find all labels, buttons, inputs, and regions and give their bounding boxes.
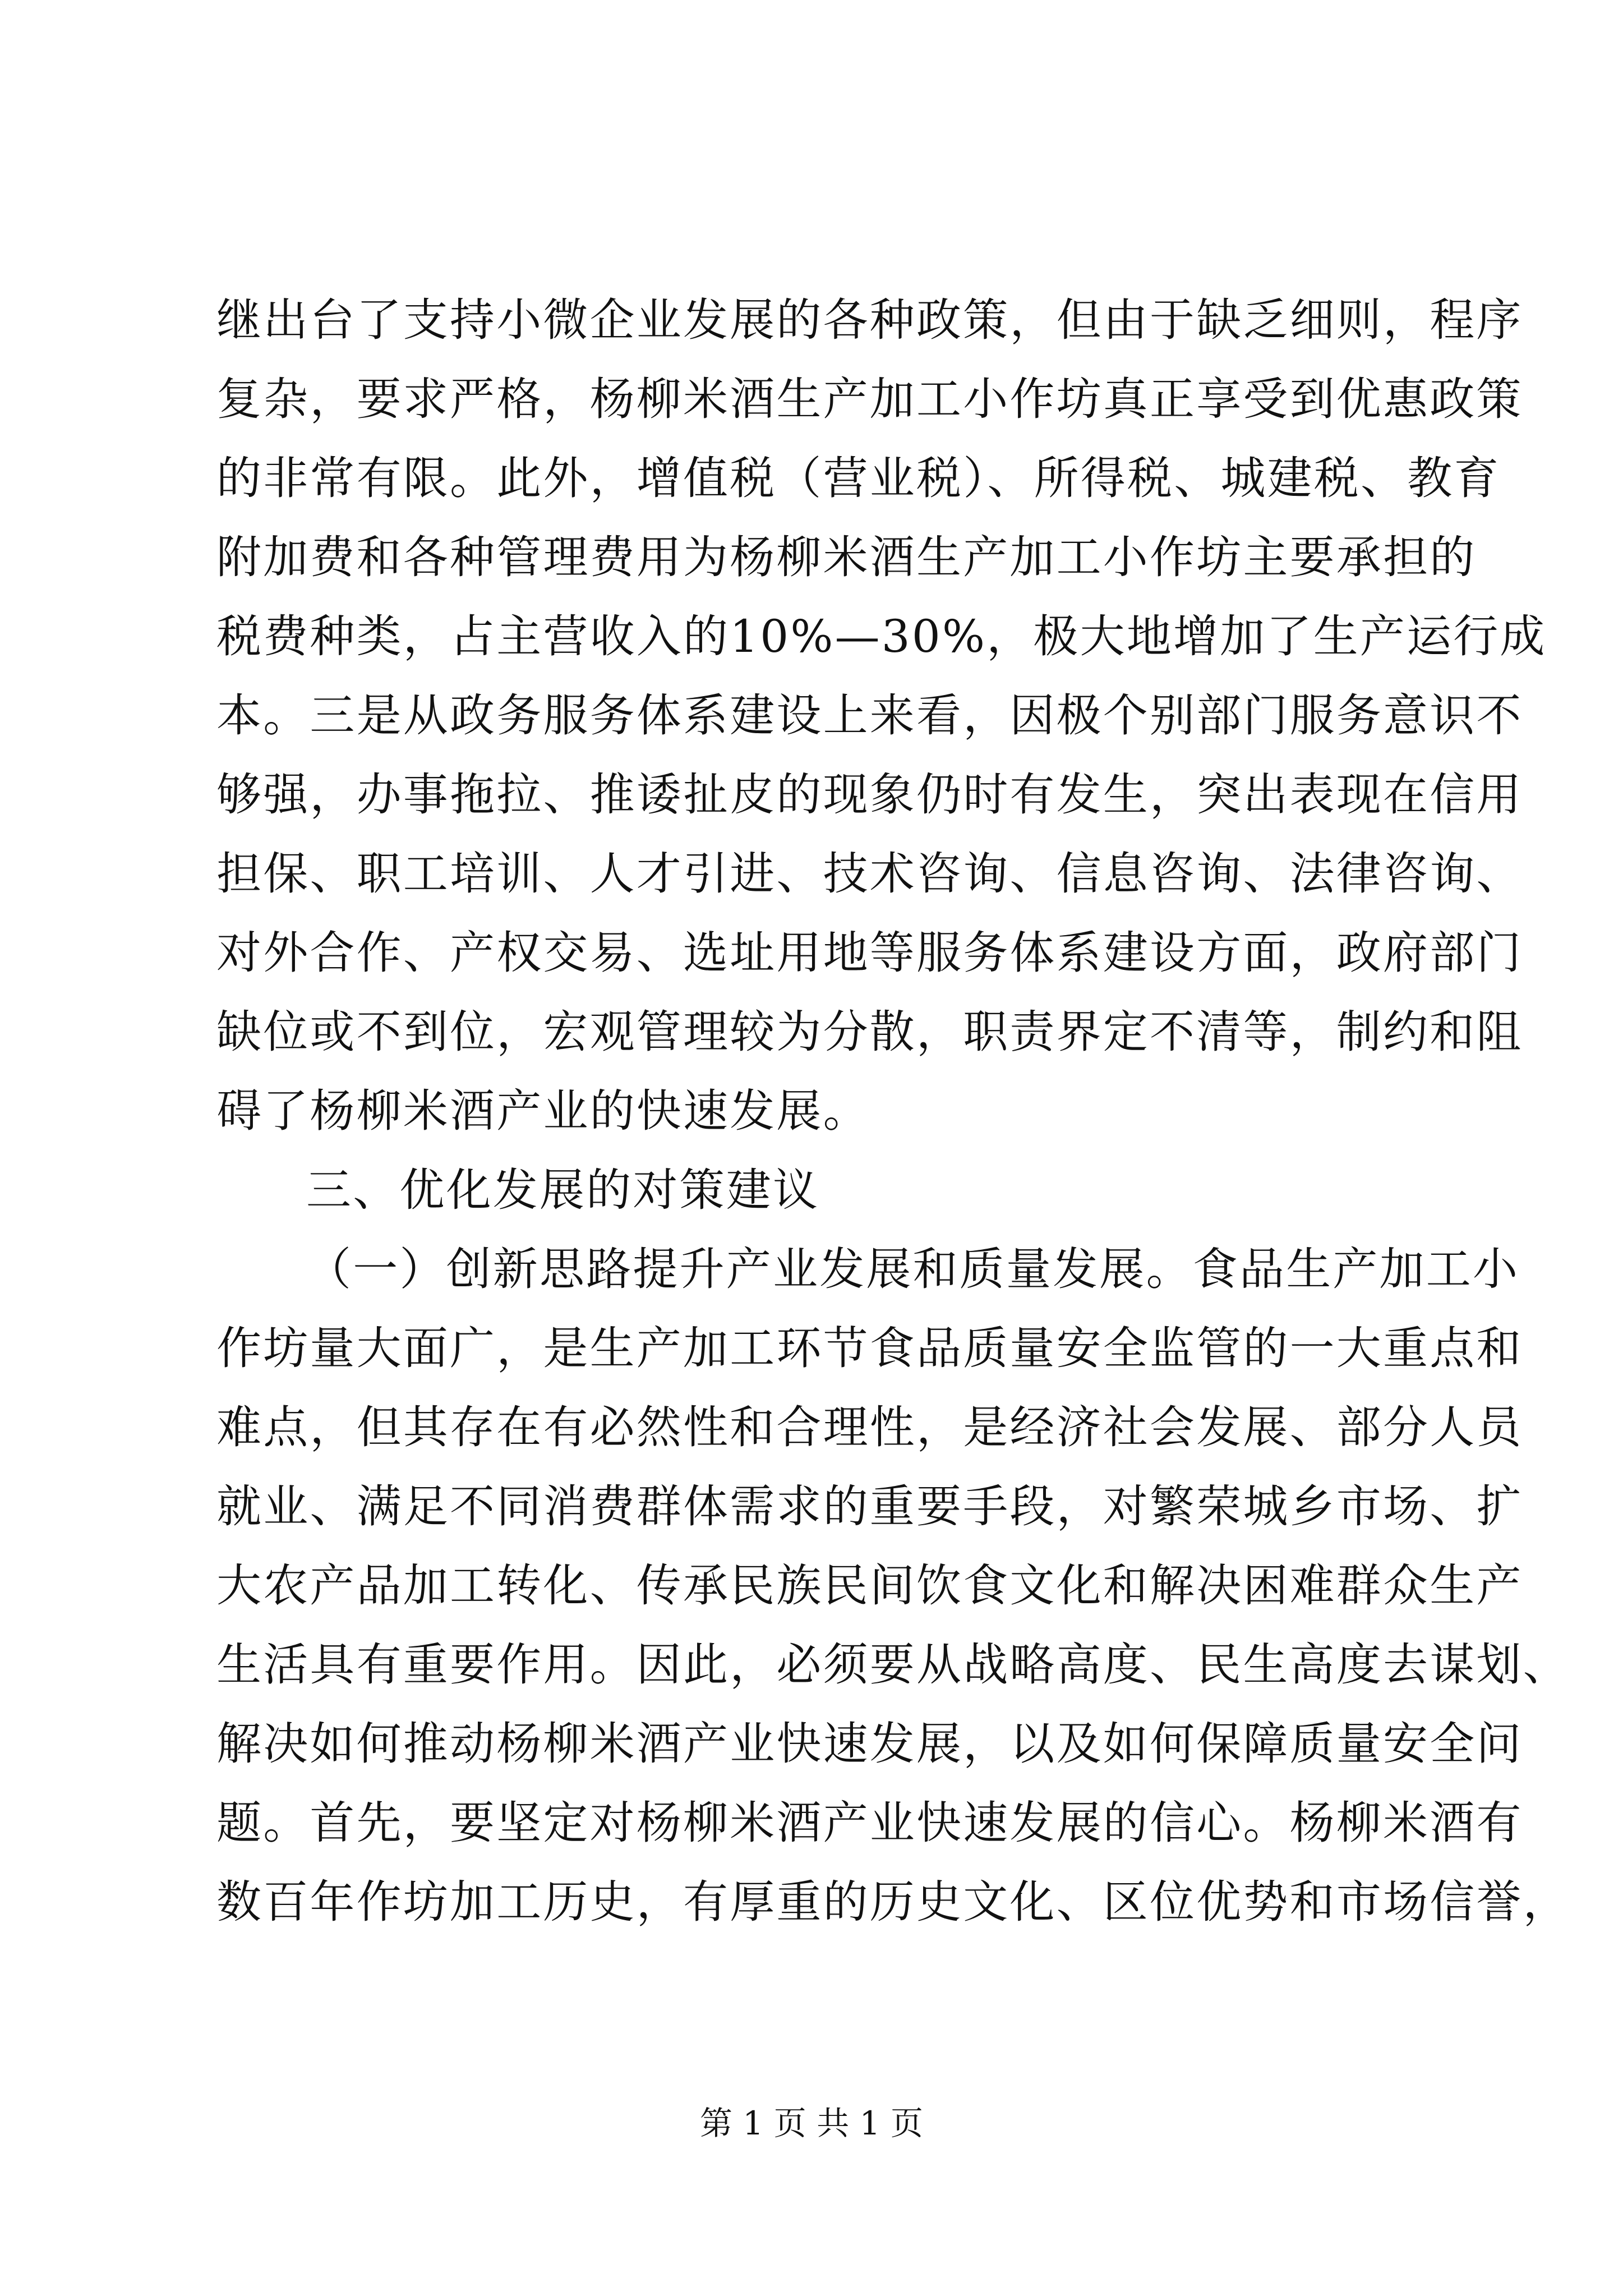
page-number-footer: 第 1 页 共 1 页	[700, 2104, 923, 2142]
text-line: 数百年作坊加工历史，有厚重的历史文化、区位优势和市场信誉，	[216, 1876, 1570, 1928]
text-line: 生活具有重要作用。因此，必须要从战略高度、民生高度去谋划、	[216, 1639, 1570, 1691]
text-line: 对外合作、产权交易、选址用地等服务体系建设方面，政府部门	[216, 927, 1523, 979]
text-line: 碍了杨柳米酒产业的快速发展。	[216, 1085, 870, 1137]
text-line: 附加费和各种管理费用为杨柳米酒生产加工小作坊主要承担的	[216, 531, 1477, 583]
text-line: 本。三是从政务服务体系建设上来看，因极个别部门服务意识不	[216, 689, 1523, 742]
text-line: 的非常有限。此外，增值税（营业税）、所得税、城建税、教育	[216, 452, 1501, 504]
text-line: 作坊量大面广，是生产加工环节食品质量安全监管的一大重点和	[216, 1322, 1523, 1374]
text-line: 复杂，要求严格，杨柳米酒生产加工小作坊真正享受到优惠政策	[216, 373, 1523, 425]
text-line: 继出台了支持小微企业发展的各种政策，但由于缺乏细则，程序	[216, 294, 1523, 346]
text-line: 就业、满足不同消费群体需求的重要手段，对繁荣城乡市场、扩	[216, 1480, 1523, 1533]
text-line: 税费种类，占主营收入的10%—30%，极大地增加了生产运行成	[216, 610, 1547, 662]
text-line: （一）创新思路提升产业发展和质量发展。食品生产加工小	[306, 1243, 1520, 1295]
text-line: 大农产品加工转化、传承民族民间饮食文化和解决困难群众生产	[216, 1559, 1523, 1612]
text-line: 难点，但其存在有必然性和合理性，是经济社会发展、部分人员	[216, 1401, 1523, 1453]
text-line: 缺位或不到位，宏观管理较为分散，职责界定不清等，制约和阻	[216, 1006, 1523, 1058]
text-line: 题。首先，要坚定对杨柳米酒产业快速发展的信心。杨柳米酒有	[216, 1797, 1523, 1849]
text-line: 担保、职工培训、人才引进、技术咨询、信息咨询、法律咨询、	[216, 848, 1523, 900]
body-text	[216, 280, 1570, 1941]
section-heading: 三、优化发展的对策建议	[306, 1164, 820, 1216]
text-line: 够强，办事拖拉、推诿扯皮的现象仍时有发生，突出表现在信用	[216, 769, 1523, 821]
text-line: 解决如何推动杨柳米酒产业快速发展，以及如何保障质量安全问	[216, 1718, 1523, 1770]
